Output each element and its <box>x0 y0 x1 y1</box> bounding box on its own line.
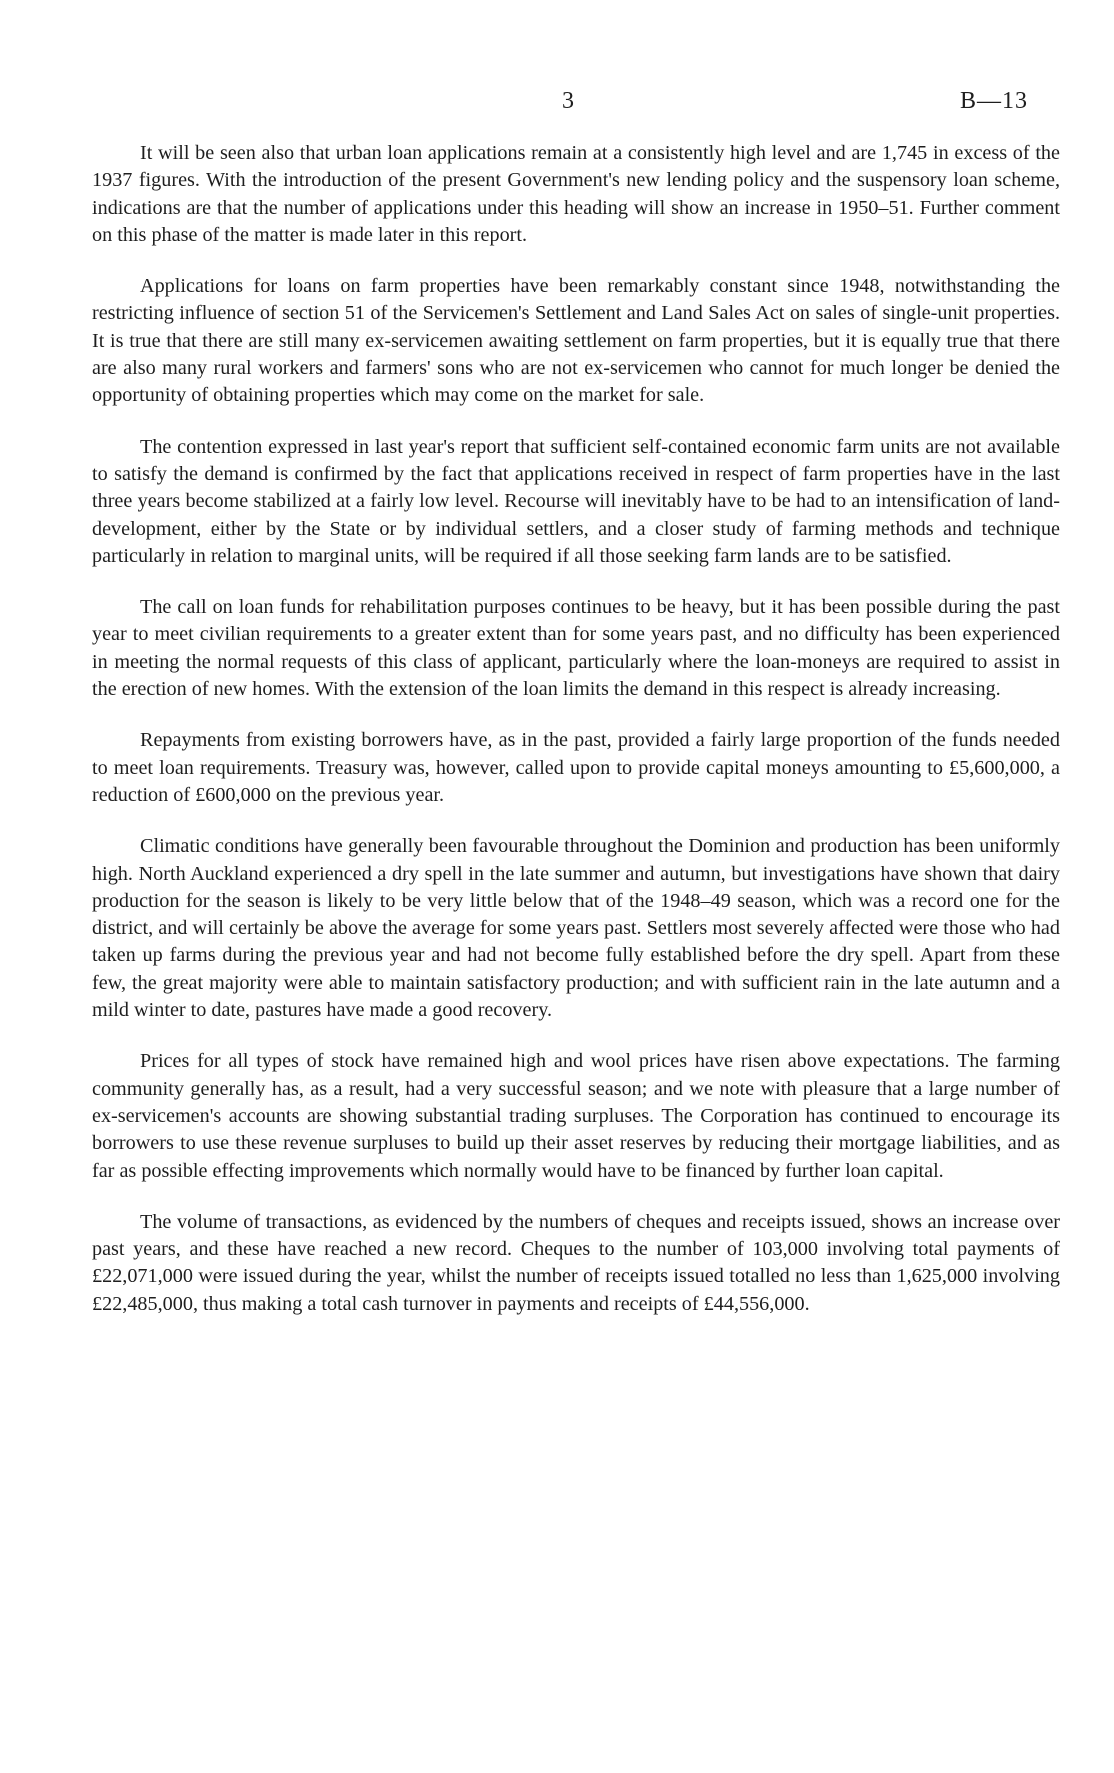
paragraph-rehabilitation: The call on loan funds for rehabilitation purposes continues to be heavy, but it has been possible during the past year to meet civilian requirements to a greater extent than for some years past, and no difficulty has been experienced in meeting the normal requests of this class of applicant, particularly where the loan-moneys are required to assist in the erection of new homes. With the extension of the loan limits the demand in this respect is already increasing. <box>92 596 1060 701</box>
paragraph-farm-units: The contention expressed in last year's report that sufficient self-contained economic farm units are not available to satisfy the demand is confirmed by the fact that applications received in respect of farm properties have in the last three years become stabilized at a fairly low level. Recourse will inevitably have to be had to an intensification of land-development, either by the State or by individual settlers, and a closer study of farming methods and technique particularly in relation to marginal units, will be required if all those seeking farm lands are to be satisfied. <box>92 435 1060 567</box>
paragraph-repayments: Repayments from existing borrowers have, as in the past, provided a fairly large proportion of the funds needed to meet loan requirements. Treasury was, however, called upon to provide capital moneys amounting to £5,600,000, a reduction of £600,000 on the previous year. <box>92 729 1060 806</box>
body-text <box>92 140 1060 1342</box>
page-number: 3 <box>562 88 575 114</box>
paragraph-prices: Prices for all types of stock have remained high and wool prices have risen above expectations. The farming community generally has, as a result, had a very successful season; and we note with pleasure that a large number of ex-servicemen's accounts are showing substantial trading surpluses. The Corporation has continued to encourage its borrowers to use these revenue surpluses to build up their asset reserves by reducing their mortgage liabilities, and as far as possible effecting improvements which normally would have to be financed by further loan capital. <box>92 1050 1060 1182</box>
document-reference: B—13 <box>960 88 1029 114</box>
paragraph-urban-loans: It will be seen also that urban loan applications remain at a consistently high level and are 1,745 in excess of the 1937 figures. With the introduction of the present Government's new lending policy and the suspensory loan scheme, indications are that the number of applications under this heading will show an increase in 1950–51. Further comment on this phase of the matter is made later in this report. <box>92 142 1060 246</box>
paragraph-farm-loans: Applications for loans on farm properties have been remarkably constant since 1948, notwithstanding the restricting influence of section 51 of the Servicemen's Settlement and Land Sales Act on sales of single-unit properties. It is true that there are still many ex-servicemen awaiting settlement on farm properties, but it is equally true that there are also many rural workers and farmers' sons who are not ex-servicemen who cannot for much longer be denied the opportunity of obtaining properties which may come on the market for sale. <box>92 275 1060 407</box>
paragraph-transactions: The volume of transactions, as evidenced by the numbers of cheques and receipts issued, shows an increase over past years, and these have reached a new record. Cheques to the number of 103,000 involving total payments of £22,071,000 were issued during the year, whilst the number of receipts issued totalled no less than 1,625,000 involving £22,485,000, thus making a total cash turnover in payments and receipts of £44,556,000. <box>92 1210 1060 1315</box>
paragraph-climatic-conditions: Climatic conditions have generally been favourable throughout the Dominion and production has been uniformly high. North Auckland experienced a dry spell in the late summer and autumn, but investigations have shown that dairy production for the season is likely to be very little below that of the 1948–49 season, which was a record one for the district, and will certainly be above the average for some years past. Settlers most severely affected were those who had taken up farms during the previous year and had not become fully established before the dry spell. Apart from these few, the great majority were able to maintain satisfactory production; and with sufficient rain in the late autumn and a mild winter to date, pastures have made a good recovery. <box>92 835 1060 1022</box>
